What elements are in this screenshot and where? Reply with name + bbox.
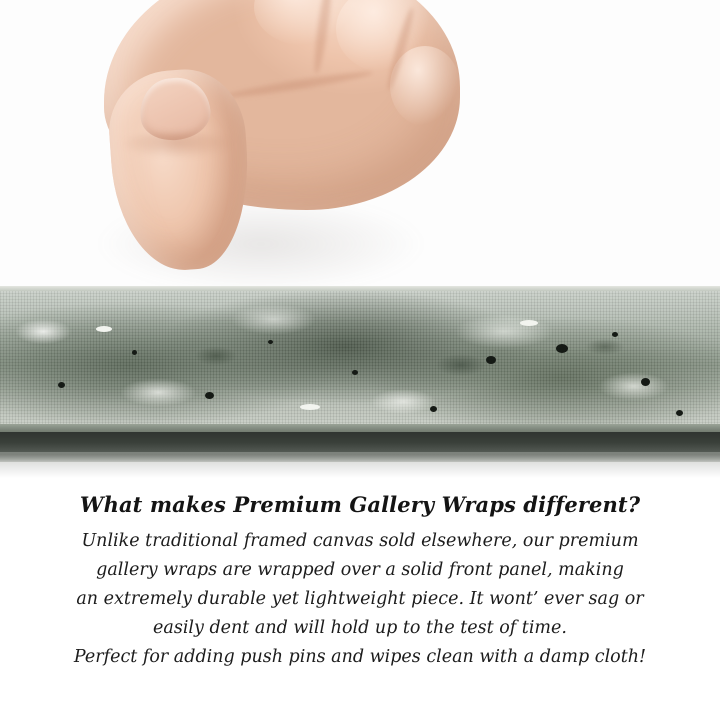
canvas-speck bbox=[612, 332, 618, 337]
canvas-speck bbox=[556, 344, 568, 353]
caption-line: Perfect for adding push pins and wipes clean with a damp cloth! bbox=[73, 647, 647, 667]
canvas-speck bbox=[486, 356, 496, 364]
caption-line: easily dent and will hold up to the test of time. bbox=[153, 618, 567, 638]
caption-line: Unlike traditional framed canvas sold elsewhere, our premium bbox=[81, 531, 639, 551]
caption-title: What makes Premium Gallery Wraps different? bbox=[79, 492, 641, 517]
thumb-tip-shading bbox=[122, 132, 232, 158]
caption-body bbox=[0, 527, 720, 672]
canvas-speck-light bbox=[96, 326, 112, 332]
canvas-speck bbox=[268, 340, 273, 344]
canvas-speck-light bbox=[520, 320, 538, 326]
canvas-speck bbox=[676, 410, 683, 416]
caption-block bbox=[0, 492, 720, 672]
canvas-texture-mottle bbox=[0, 286, 720, 438]
canvas-speck bbox=[205, 392, 214, 399]
canvas-speck bbox=[430, 406, 437, 412]
canvas-speck bbox=[58, 382, 65, 388]
caption-line: gallery wraps are wrapped over a solid front panel, making bbox=[96, 560, 624, 580]
caption-line: an extremely durable yet lightweight piece. It wont’ ever sag or bbox=[76, 589, 644, 609]
canvas-speck bbox=[132, 350, 137, 355]
hand-illustration bbox=[104, 0, 460, 260]
gallery-wrap-edge-band bbox=[0, 286, 720, 438]
canvas-speck bbox=[641, 378, 650, 386]
wrap-underside-fade bbox=[0, 452, 720, 478]
canvas-speck-light bbox=[300, 404, 320, 410]
canvas-speck bbox=[352, 370, 358, 375]
